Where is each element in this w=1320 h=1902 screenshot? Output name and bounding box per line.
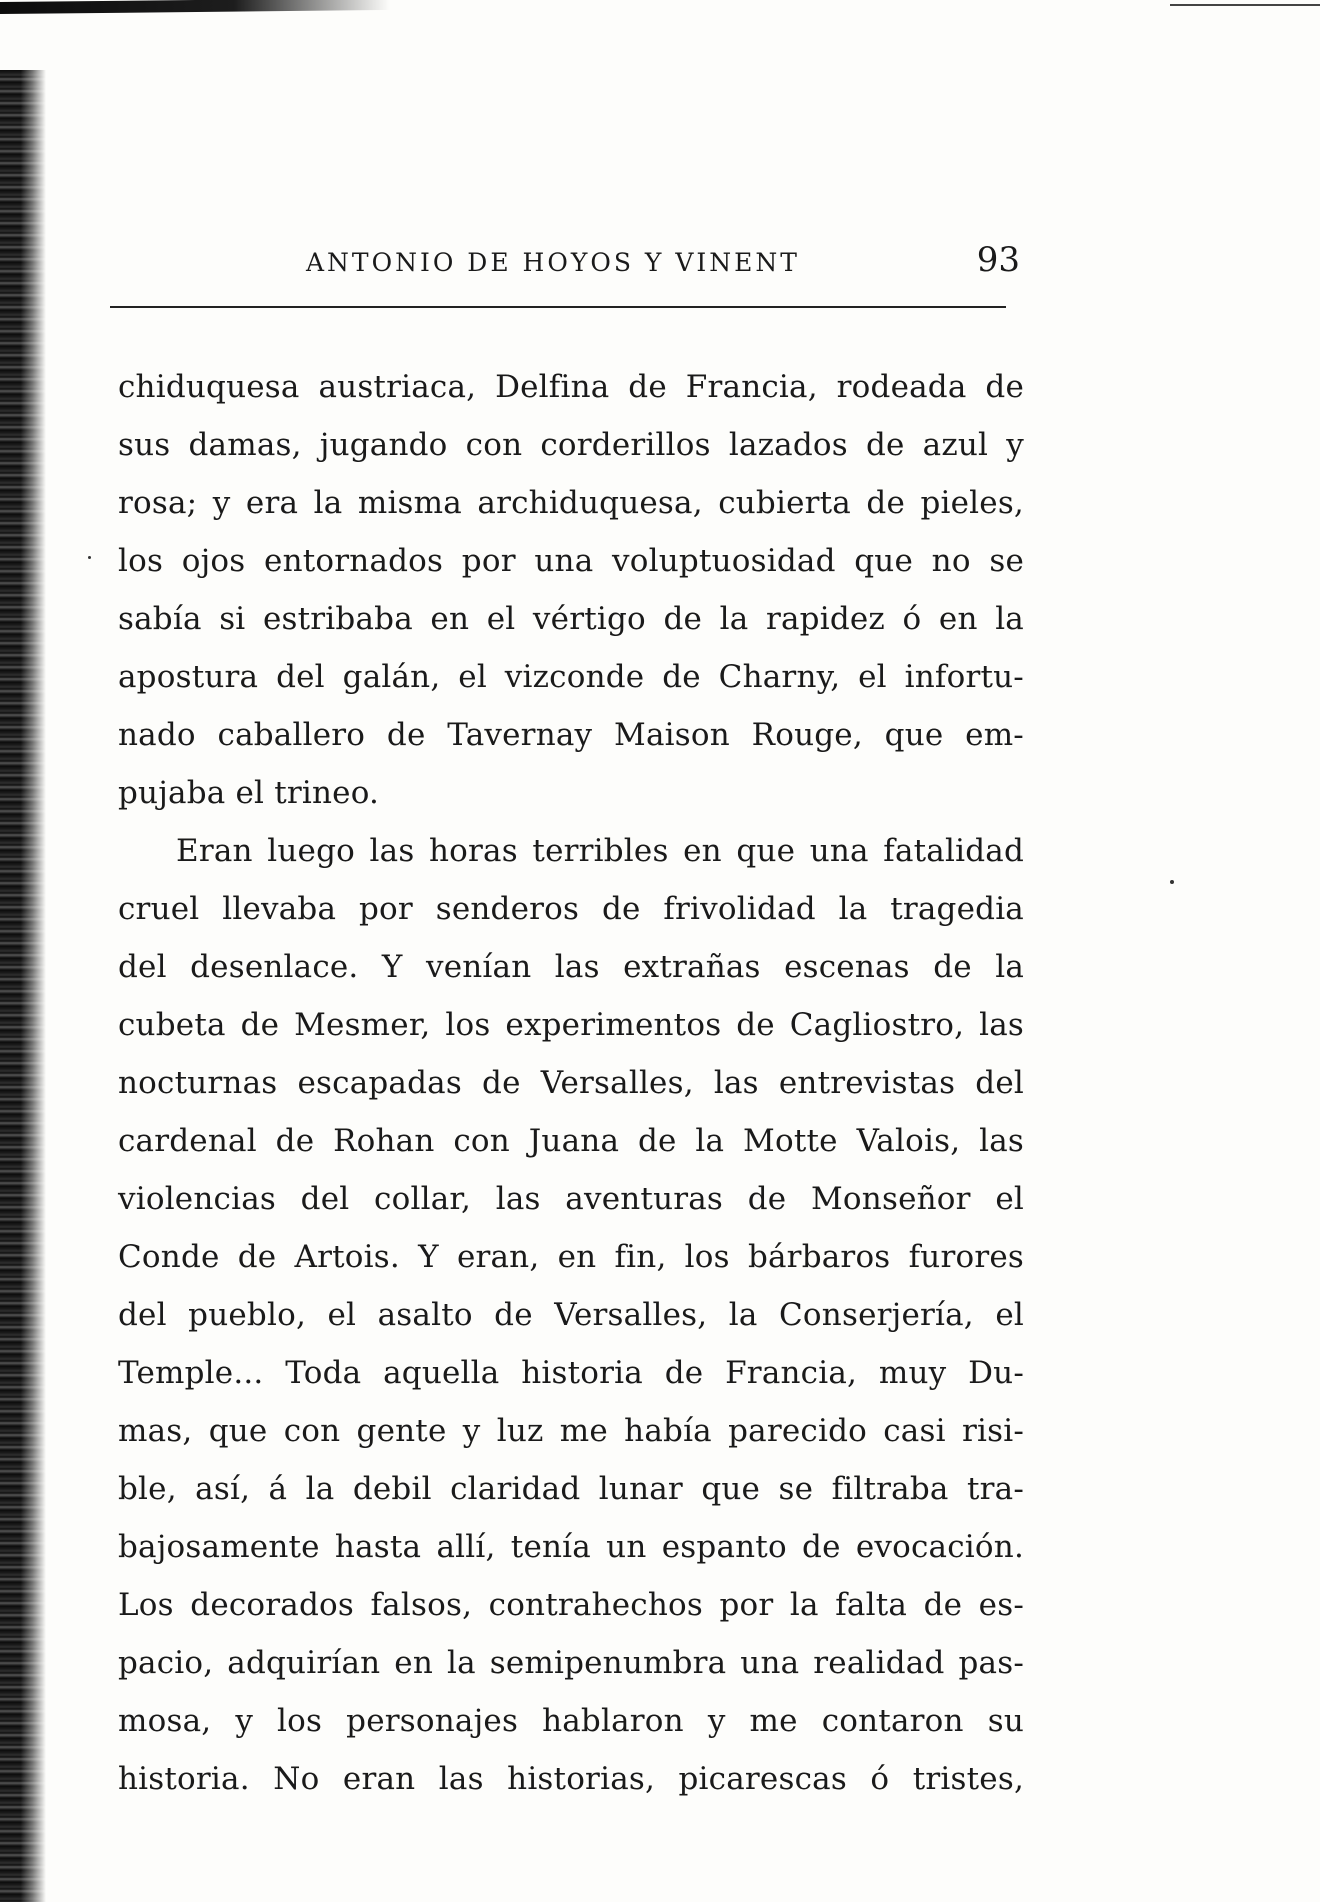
text-line: cardenal de Rohan con Juana de la Motte Valois, las xyxy=(118,1123,1024,1159)
running-head xyxy=(110,240,1028,288)
paragraph-continued xyxy=(118,358,1024,822)
book-binding-edge xyxy=(0,70,46,1902)
scan-edge-artifact xyxy=(0,0,390,14)
text-line: pacio, adquirían en la semipenumbra una realidad pas- xyxy=(118,1645,1024,1681)
text-line: del pueblo, el asalto de Versalles, la Conserjería, el xyxy=(118,1297,1024,1333)
scan-edge-artifact xyxy=(1170,4,1320,6)
text-line: historia. No eran las historias, picarescas ó tristes, xyxy=(118,1761,1024,1797)
text-line: mosa, y los personajes hablaron y me contaron su xyxy=(118,1703,1024,1739)
text-line: Conde de Artois. Y eran, en fin, los bárbaros furores xyxy=(118,1239,1024,1275)
scan-speck xyxy=(88,556,91,559)
header-rule xyxy=(110,306,1006,308)
text-line: nado caballero de Tavernay Maison Rouge, que em- xyxy=(118,717,1024,753)
running-title: ANTONIO DE HOYOS Y VINENT xyxy=(306,248,800,277)
page-number: 93 xyxy=(976,240,1020,280)
text-line: Los decorados falsos, contrahechos por la falta de es- xyxy=(118,1587,1024,1623)
text-line: apostura del galán, el vizconde de Charny, el infortu- xyxy=(118,659,1024,695)
text-line: Temple... Toda aquella historia de Francia, muy Du- xyxy=(118,1355,1024,1391)
text-line: cubeta de Mesmer, los experimentos de Cagliostro, las xyxy=(118,1007,1024,1043)
text-line: sabía si estribaba en el vértigo de la rapidez ó en la xyxy=(118,601,1024,637)
text-line: rosa; y era la misma archiduquesa, cubierta de pieles, xyxy=(118,485,1024,521)
text-line: pujaba el trineo. xyxy=(118,775,380,811)
text-line: violencias del collar, las aventuras de Monseñor el xyxy=(118,1181,1024,1217)
text-line: cruel llevaba por senderos de frivolidad la tragedia xyxy=(118,891,1024,927)
text-line: mas, que con gente y luz me había parecido casi risi- xyxy=(118,1413,1024,1449)
text-line: del desenlace. Y venían las extrañas escenas de la xyxy=(118,949,1024,985)
text-line: bajosamente hasta allí, tenía un espanto de evocación. xyxy=(118,1529,1024,1565)
body-text xyxy=(118,358,1024,1808)
paragraph xyxy=(118,822,1024,1808)
text-line: ble, así, á la debil claridad lunar que se filtraba tra- xyxy=(118,1471,1024,1507)
text-line: sus damas, jugando con corderillos lazados de azul y xyxy=(118,427,1024,463)
text-line: los ojos entornados por una voluptuosidad que no se xyxy=(118,543,1024,579)
text-line: chiduquesa austriaca, Delfina de Francia, rodeada de xyxy=(118,369,1024,405)
scan-speck xyxy=(1170,880,1174,884)
text-line: Eran luego las horas terribles en que una fatalidad xyxy=(176,833,1024,869)
text-line: nocturnas escapadas de Versalles, las entrevistas del xyxy=(118,1065,1024,1101)
